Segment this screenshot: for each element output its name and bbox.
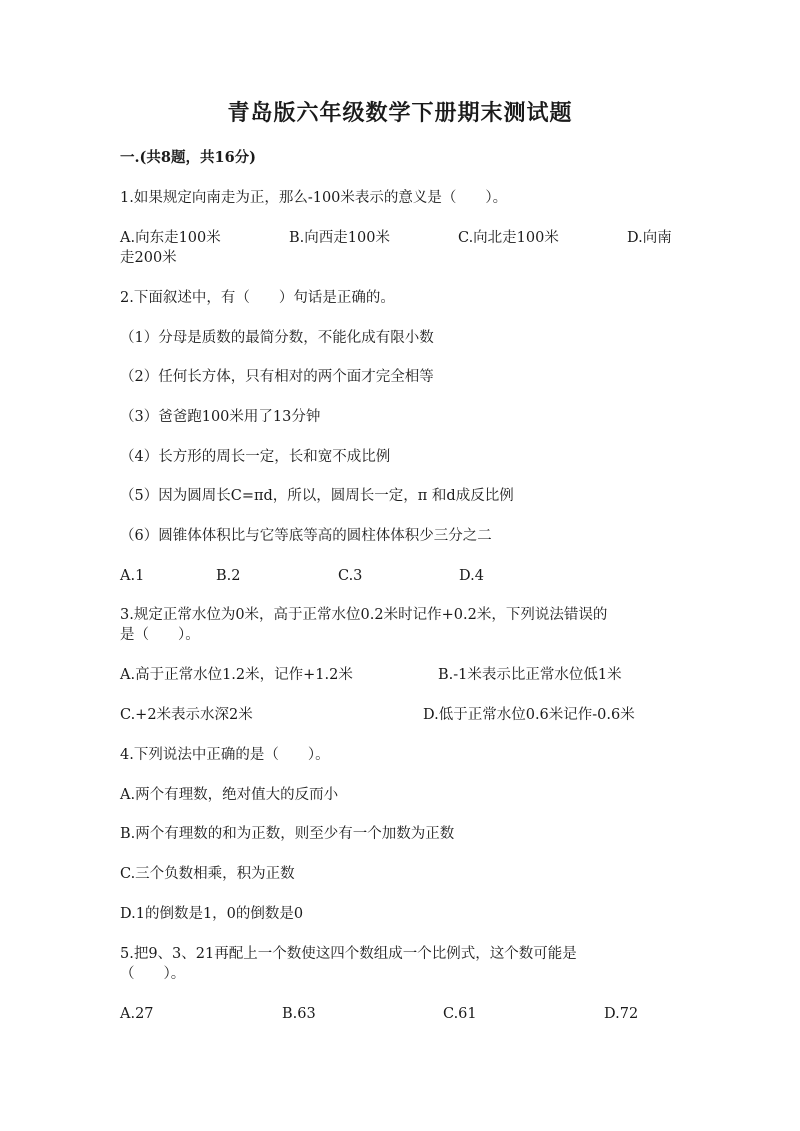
question-4-option-c: C.三个负数相乘，积为正数	[120, 866, 295, 882]
question-1-option-c: C.向北走100米	[458, 230, 559, 246]
question-2-option-a: A.1	[120, 568, 145, 584]
question-2-option-d: D.4	[459, 568, 484, 584]
question-5-stem: 5.把9、3、21再配上一个数使这四个数组成一个比例式，这个数可能是	[120, 946, 577, 962]
question-4-option-a: A.两个有理数，绝对值大的反而小	[120, 787, 339, 803]
question-4-stem: 4.下列说法中正确的是（ ）。	[120, 747, 330, 763]
question-1-option-d-wrap: 走200米	[120, 250, 177, 266]
question-3-option-b: B.-1米表示比正常水位低1米	[438, 667, 622, 683]
question-1-stem: 1.如果规定向南走为正，那么-100米表示的意义是（ ）。	[120, 190, 508, 206]
section-heading: 一.(共8题，共16分)	[120, 149, 257, 166]
question-3-option-c: C.+2米表示水深2米	[120, 707, 253, 723]
question-5-option-b: B.63	[282, 1006, 316, 1022]
question-2-statement: （2）任何长方体，只有相对的两个面才完全相等	[120, 369, 434, 385]
question-2-option-b: B.2	[216, 568, 241, 584]
question-5-option-c: C.61	[443, 1006, 477, 1022]
question-2-statement: （3）爸爸跑100米用了13分钟	[120, 409, 321, 425]
question-2-option-c: C.3	[338, 568, 363, 584]
question-1-option-d: D.向南	[627, 230, 672, 246]
question-2-statement: （5）因为圆周长C=πd，所以，圆周长一定，π 和d成反比例	[120, 488, 514, 504]
question-3-option-a: A.高于正常水位1.2米，记作+1.2米	[120, 667, 353, 683]
question-3-stem-cont: 是（ ）。	[120, 627, 200, 643]
question-4-option-b: B.两个有理数的和为正数，则至少有一个加数为正数	[120, 826, 455, 842]
question-5-option-a: A.27	[120, 1006, 154, 1022]
question-5-option-d: D.72	[604, 1006, 639, 1022]
question-2-statement: （1）分母是质数的最简分数，不能化成有限小数	[120, 330, 434, 346]
question-1-option-b: B.向西走100米	[289, 230, 390, 246]
page-title: 青岛版六年级数学下册期末测试题	[227, 100, 573, 126]
question-1-option-a: A.向东走100米	[120, 230, 221, 246]
question-3-stem: 3.规定正常水位为0米，高于正常水位0.2米时记作+0.2米，下列说法错误的	[120, 607, 608, 623]
question-4-option-d: D.1的倒数是1，0的倒数是0	[120, 906, 304, 922]
question-5-stem-cont: （ ）。	[120, 966, 186, 982]
question-2-stem: 2.下面叙述中，有（ ）句话是正确的。	[120, 290, 395, 306]
question-2-statement: （4）长方形的周长一定，长和宽不成比例	[120, 449, 391, 465]
question-3-option-d: D.低于正常水位0.6米记作-0.6米	[423, 707, 635, 723]
question-2-statement: （6）圆锥体体积比与它等底等高的圆柱体体积少三分之二	[120, 528, 492, 544]
